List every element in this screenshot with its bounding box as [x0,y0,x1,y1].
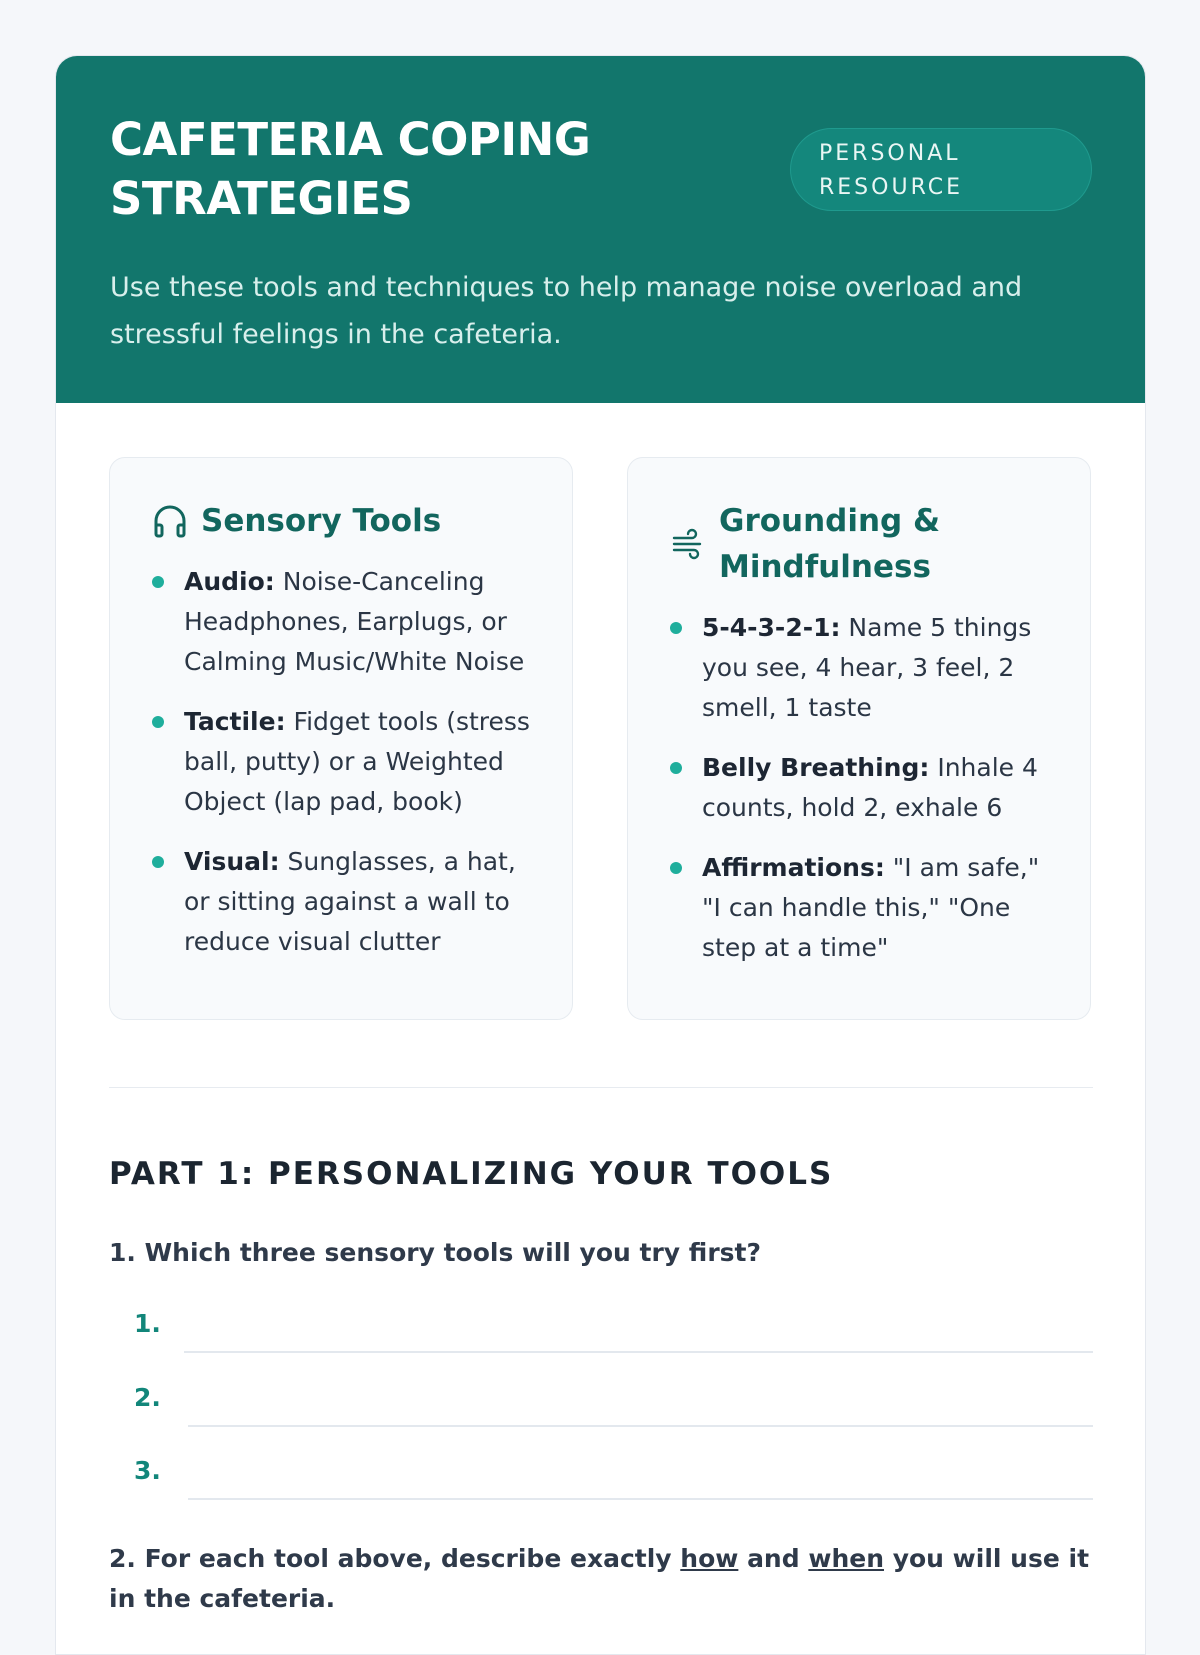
item-label: Belly Breathing: [702,753,930,782]
answer-line-1[interactable] [134,1309,1093,1349]
item-label: Tactile: [184,707,286,736]
header [56,56,1145,403]
resource-badge: PERSONAL RESOURCE [790,128,1092,211]
sensory-tools-heading [150,498,534,544]
list-item [150,702,534,822]
item-text: Sunglasses, a hat, or sitting against a wall to reduce visual clutter [184,847,516,956]
strategy-cards [109,457,1093,1020]
sensory-tools-card [109,457,573,1020]
bullet-dot [152,576,164,588]
answer-number: 1. [134,1309,161,1338]
list-item [668,848,1052,968]
part1-title: PART 1: PERSONALIZING YOUR TOOLS [109,1156,834,1192]
item-label: 5-4-3-2-1: [702,613,841,642]
item-text: "I am safe," "I can handle this," "One step at a time" [702,853,1040,962]
item-label: Audio: [184,567,275,596]
item-label: Affirmations: [702,853,885,882]
page-subtitle: Use these tools and techniques to help manage noise overload and stressful feelings in the cafeteria. [110,272,1023,350]
q2-and: and [738,1544,809,1573]
grounding-title: Grounding & Mindfulness [719,503,941,585]
item-label: Visual: [184,847,280,876]
wind-icon [668,524,708,564]
grounding-list [668,608,1052,968]
sensory-tools-list [150,562,534,962]
section-divider [109,1087,1093,1088]
write-line [188,1498,1093,1500]
q2-prefix: 2. For each tool above, describe exactly [109,1544,681,1573]
write-line [184,1351,1093,1353]
q2-suffix: you will use it in the cafeteria. [109,1544,1090,1613]
answer-number: 3. [134,1456,161,1485]
answer-number: 2. [134,1383,161,1412]
sensory-tools-title: Sensory Tools [201,503,442,539]
answer-line-3[interactable] [134,1456,1093,1496]
question-1: 1. Which three sensory tools will you try first? [109,1238,761,1267]
item-text: Fidget tools (stress ball, putty) or a Weighted Object (lap pad, book) [184,707,530,816]
headphones-icon [150,501,190,541]
grounding-card [627,457,1091,1020]
bullet-dot [670,622,682,634]
list-item [150,562,534,682]
worksheet-page [55,55,1146,1655]
write-line [188,1425,1093,1427]
q2-how: how [680,1544,739,1573]
q2-when: when [808,1544,884,1573]
grounding-heading [668,498,1052,590]
item-text: Inhale 4 counts, hold 2, exhale 6 [702,753,1038,822]
bullet-dot [670,862,682,874]
item-text: Name 5 things you see, 4 hear, 3 feel, 2 smell, 1 taste [702,613,1032,722]
bullet-dot [152,716,164,728]
list-item [668,608,1052,728]
question-2 [109,1539,1093,1619]
answer-line-2[interactable] [134,1383,1093,1423]
page-title: CAFETERIA COPING STRATEGIES [110,113,591,225]
list-item [668,748,1052,828]
item-text: Noise-Canceling Headphones, Earplugs, or Calming Music/White Noise [184,567,525,676]
list-item [150,842,534,962]
bullet-dot [670,762,682,774]
bullet-dot [152,856,164,868]
